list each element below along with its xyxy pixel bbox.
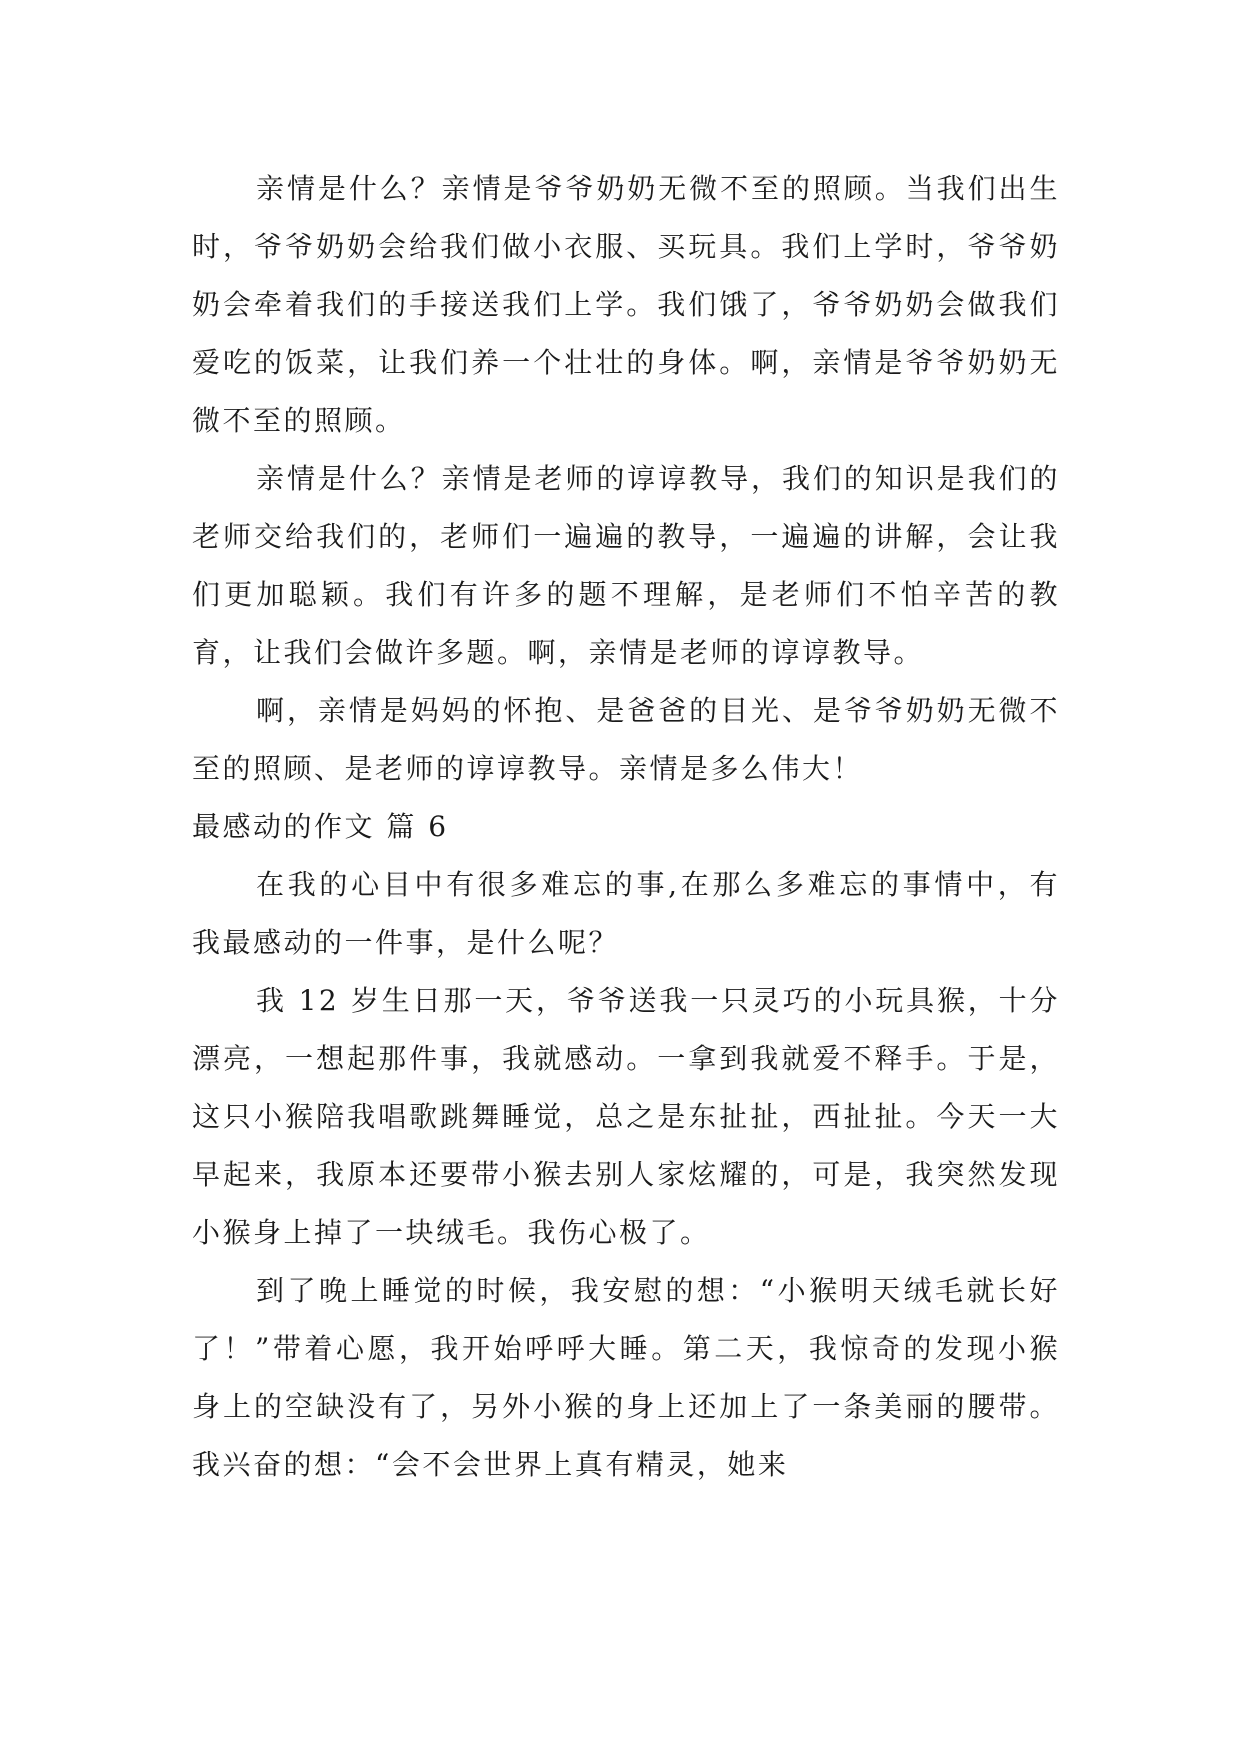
- paragraph-grandparents-care: 亲情是什么？亲情是爷爷奶奶无微不至的照顾。当我们出生时，爷爷奶奶会给我们做小衣服、买玩具。我们上学时，爷爷奶奶会牵着我们的手接送我们上学。我们饿了，爷爷奶奶会做我们爱吃的饭菜，让我们养一个壮壮的身体。啊，亲情是爷爷奶奶无微不至的照顾。: [192, 172, 1060, 437]
- paragraph-teacher-guidance: 亲情是什么？亲情是老师的谆谆教导，我们的知识是我们的老师交给我们的，老师们一遍遍的教导，一遍遍的讲解，会让我们更加聪颖。我们有许多的题不理解，是老师们不怕辛苦的教育，让我们会做许多题。啊，亲情是老师的谆谆教导。: [192, 462, 1060, 669]
- paragraph-night-wish: 到了晚上睡觉的时候，我安慰的想：“小猴明天绒毛就长好了！”带着心愿，我开始呼呼大睡。第二天，我惊奇的发现小猴身上的空缺没有了，另外小猴的身上还加上了一条美丽的腰带。我兴奋的想：“会不会世界上真有精灵，她来: [192, 1274, 1060, 1481]
- paragraph-family-greatness: 啊，亲情是妈妈的怀抱、是爸爸的目光、是爷爷奶奶无微不至的照顾、是老师的谆谆教导。亲情是多么伟大！: [192, 694, 1060, 785]
- section-title: 最感动的作文 篇 6: [192, 810, 449, 843]
- paragraph-toy-monkey: 我 12 岁生日那一天，爷爷送我一只灵巧的小玩具猴，十分漂亮，一想起那件事，我就感动。一拿到我就爱不释手。于是，这只小猴陪我唱歌跳舞睡觉，总之是东扯扯，西扯扯。今天一大早起来，我原本还要带小猴去别人家炫耀的，可是，我突然发现小猴身上掉了一块绒毛。我伤心极了。: [192, 984, 1060, 1249]
- paragraph-memorable-event: 在我的心目中有很多难忘的事,在那么多难忘的事情中，有我最感动的一件事，是什么呢？: [192, 868, 1060, 959]
- document-body: [192, 160, 1060, 1494]
